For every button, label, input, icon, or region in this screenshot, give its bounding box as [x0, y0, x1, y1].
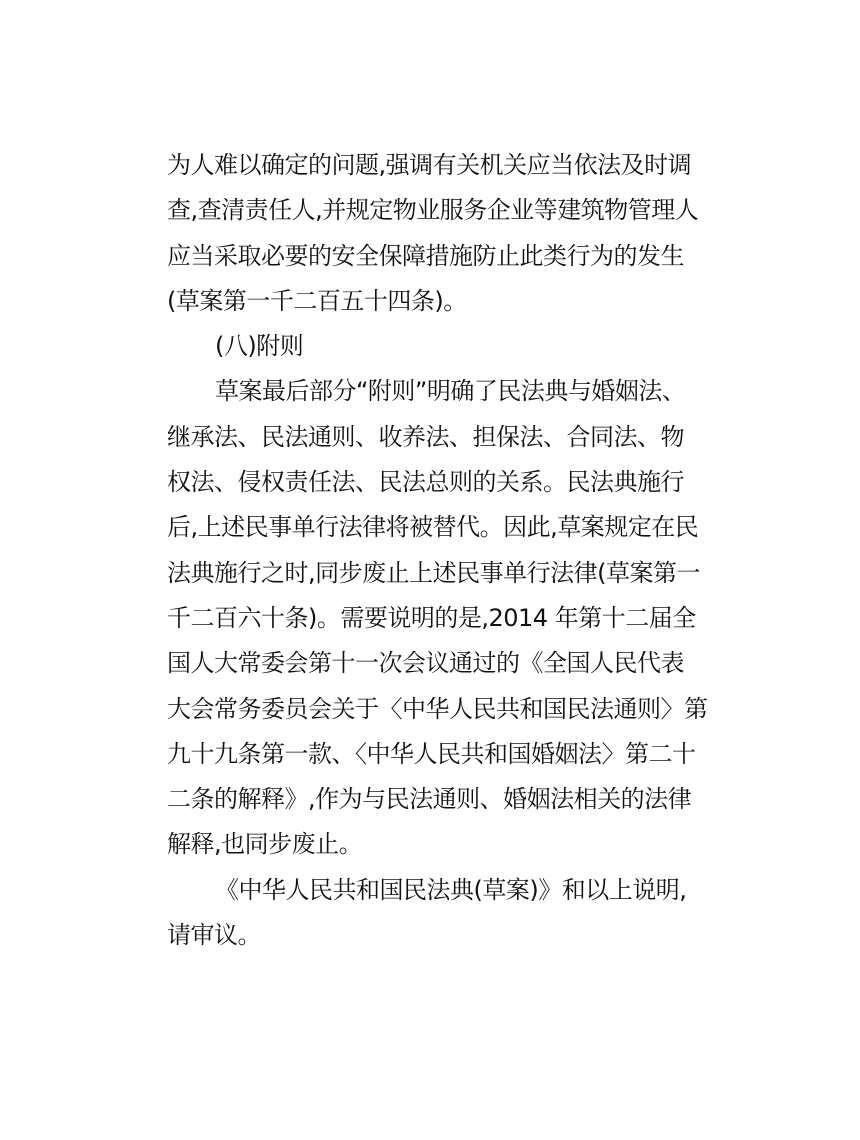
text-line: 九十九条第一款、〈中华人民共和国婚姻法〉第二十 [167, 739, 696, 768]
section-heading: (八)附则 [215, 332, 304, 361]
text-line: 《中华人民共和国民法典(草案)》和以上说明, [215, 875, 687, 904]
text-line: 法典施行之时,同步废止上述民事单行法律(草案第一 [167, 558, 700, 587]
text-line: 草案最后部分“附则”明确了民法典与婚姻法、 [215, 377, 686, 406]
text-line: 大会常务委员会关于〈中华人民共和国民法通则〉第 [167, 694, 708, 723]
text-line: 国人大常委会第十一次会议通过的《全国人民代表 [167, 649, 684, 678]
text-line: 后,上述民事单行法律将被替代。因此,草案规定在民 [167, 513, 699, 542]
text-line: 请审议。 [167, 921, 261, 950]
text-line: 权法、侵权责任法、民法总则的关系。民法典施行 [167, 468, 684, 497]
text-line: 千二百六十条)。需要说明的是,2014 年第十二届全 [167, 603, 696, 632]
document-body [167, 143, 727, 958]
text-line: 二条的解释》,作为与民法通则、婚姻法相关的法律 [167, 785, 692, 814]
text-line: 应当采取必要的安全保障措施防止此类行为的发生 [167, 241, 684, 270]
text-line: 解释,也同步废止。 [167, 830, 363, 859]
text-line: (草案第一千二百五十四条)。 [167, 286, 467, 315]
text-line: 为人难以确定的问题,强调有关机关应当依法及时调 [167, 151, 692, 179]
text-line: 继承法、民法通则、收养法、担保法、合同法、物 [167, 422, 684, 451]
text-line: 查,查清责任人,并规定物业服务企业等建筑物管理人 [167, 196, 699, 225]
